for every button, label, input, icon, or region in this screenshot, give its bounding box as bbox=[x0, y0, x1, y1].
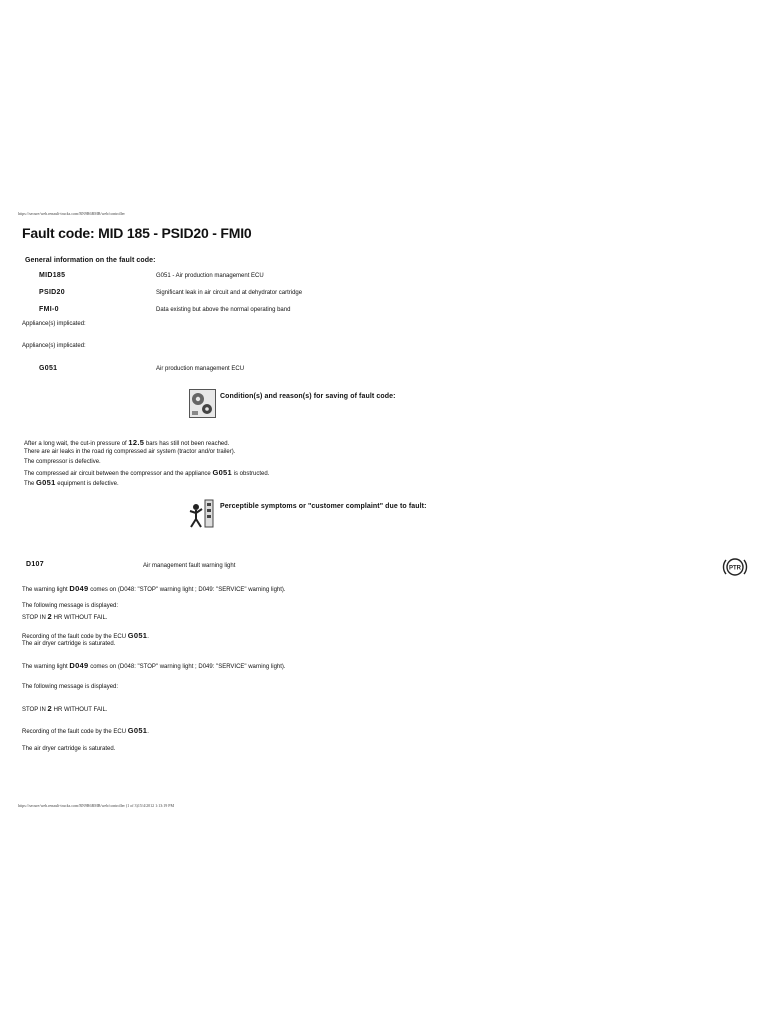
appliance-desc: Air production management ECU bbox=[156, 366, 245, 372]
message-label-2: The following message is displayed: bbox=[22, 684, 119, 690]
condition-line-2: There are air leaks in the road rig compressed air system (tractor and/or trailer). bbox=[24, 449, 236, 455]
condition-line-4: The compressed air circuit between the compressor and the appliance G051 is obstructed. bbox=[24, 468, 270, 477]
d107-code: D107 bbox=[26, 561, 44, 568]
code-psid: PSID20 bbox=[39, 289, 65, 296]
code-mid-desc: G051 - Air production management ECU bbox=[156, 273, 264, 279]
warning-line-2: The warning light D049 comes on (D048: "STOP" warning light ; D049: "SERVICE" warning light). bbox=[22, 661, 286, 670]
footer-url: https://secure/web.renault-trucks.com/RN9R6BMB/web/controller (1 of 3)15/4/2012 1:13:19 PM bbox=[18, 803, 175, 808]
d107-desc: Air management fault warning light bbox=[143, 563, 236, 569]
message-label-1: The following message is displayed: bbox=[22, 603, 119, 609]
warning-light-badge: PTR bbox=[729, 565, 741, 572]
appliance-label-2: Appliance(s) implicated: bbox=[22, 343, 86, 349]
recording-line-2: Recording of the fault code by the ECU G051. bbox=[22, 726, 149, 735]
condition-line-5: The G051 equipment is defective. bbox=[24, 478, 119, 487]
page-title: Fault code: MID 185 - PSID20 - FMI0 bbox=[22, 225, 252, 241]
appliance-label-1: Appliance(s) implicated: bbox=[22, 321, 86, 327]
header-url: https://secure/web.renault-trucks.com/RN9R6BMB/web/controller bbox=[18, 211, 125, 216]
recording-line-1: Recording of the fault code by the ECU G051. bbox=[22, 631, 149, 640]
warning-line-1: The warning light D049 comes on (D048: "STOP" warning light ; D049: "SERVICE" warning light). bbox=[22, 584, 286, 593]
symptoms-heading: Perceptible symptoms or "customer complaint" due to fault: bbox=[220, 503, 427, 510]
gears-icon bbox=[189, 389, 216, 418]
driver-complaint-icon bbox=[188, 499, 215, 529]
condition-line-3: The compressor is defective. bbox=[24, 459, 101, 465]
condition-line-1: After a long wait, the cut-in pressure of 12.5 bars has still not been reached. bbox=[24, 438, 230, 447]
saturated-line-2: The air dryer cartridge is saturated. bbox=[22, 746, 116, 752]
warning-light-icon bbox=[722, 556, 748, 578]
appliance-code: G051 bbox=[39, 365, 58, 372]
saturated-line-1: The air dryer cartridge is saturated. bbox=[22, 641, 116, 647]
code-mid: MID185 bbox=[39, 272, 66, 279]
code-fmi: FMI-0 bbox=[39, 306, 59, 313]
code-fmi-desc: Data existing but above the normal operating band bbox=[156, 307, 291, 313]
conditions-heading: Condition(s) and reason(s) for saving of fault code: bbox=[220, 393, 396, 400]
stop-line-2: STOP IN 2 HR WITHOUT FAIL. bbox=[22, 704, 108, 713]
code-psid-desc: Significant leak in air circuit and at dehydrator cartridge bbox=[156, 290, 303, 296]
stop-line-1: STOP IN 2 HR WITHOUT FAIL. bbox=[22, 612, 108, 621]
general-info-heading: General information on the fault code: bbox=[25, 257, 156, 264]
